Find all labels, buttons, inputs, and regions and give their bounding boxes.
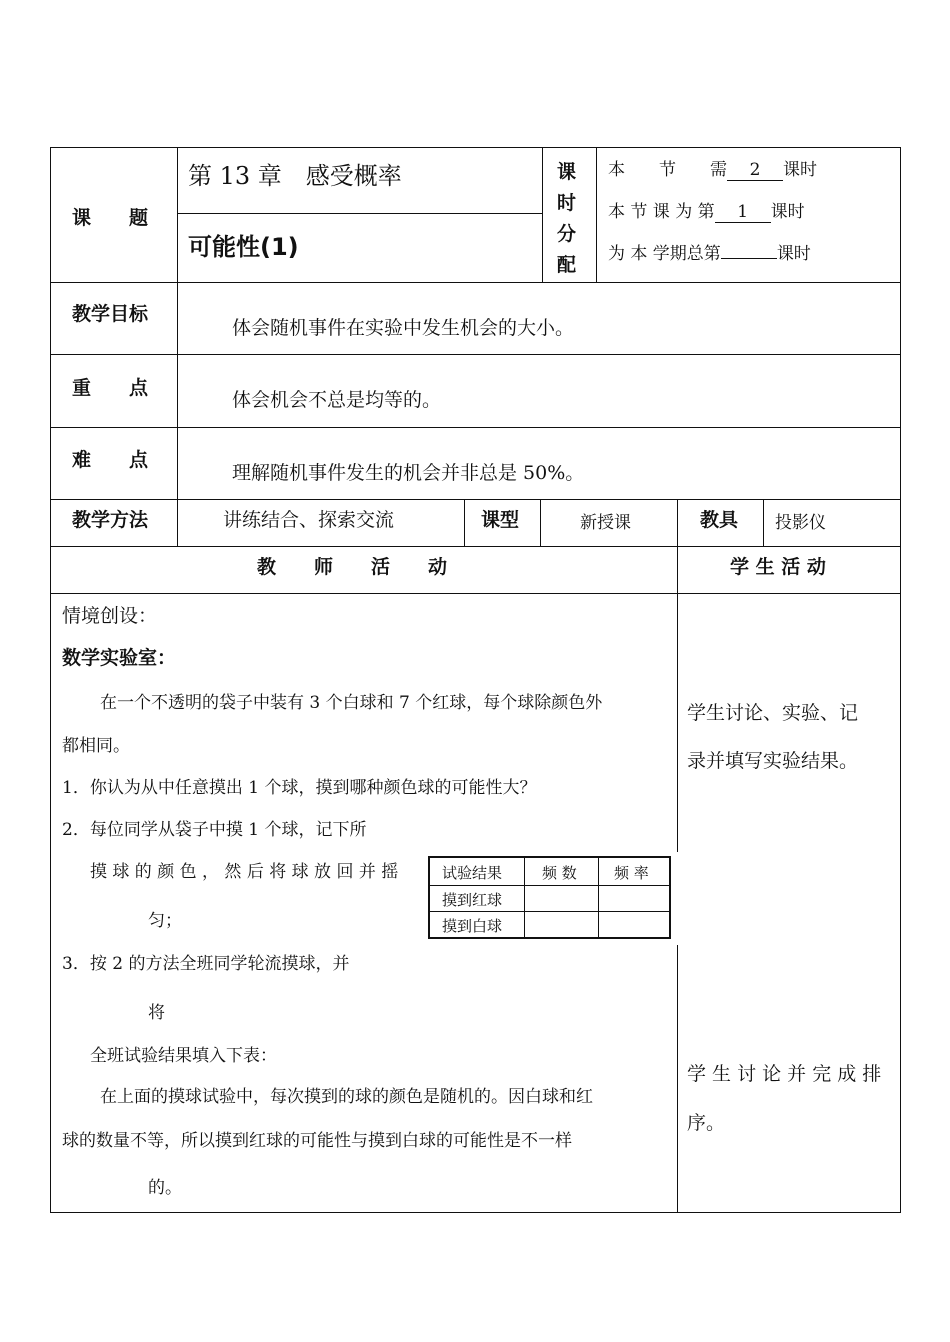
method-value: 讲练结合、探索交流 xyxy=(223,509,395,531)
difficulty-label: 难 点 xyxy=(72,449,149,471)
teaching-tool-value: 投影仪 xyxy=(775,513,826,533)
divider xyxy=(677,499,678,546)
question-2-line-1: 2．每位同学从袋子中摸 1 个球，记下所 xyxy=(62,820,367,840)
hours-line-1-prefix: 本 节 需 xyxy=(608,160,727,180)
hours-total-value: 2 xyxy=(727,160,783,181)
teacher-activity-header: 教 师 活 动 xyxy=(257,556,448,578)
divider xyxy=(540,499,541,546)
table-header-cell: 频 数 xyxy=(542,864,577,882)
teaching-tool-label: 教具 xyxy=(700,509,739,531)
lesson-title: 可能性(1) xyxy=(188,233,299,261)
divider xyxy=(50,427,901,428)
difficulty-text: 理解随机事件发生的机会并非总是 50%。 xyxy=(232,462,585,484)
question-2-line-2: 摸 球 的 颜 色 ， 然 后 将 球 放 回 并 摇 xyxy=(90,862,399,882)
hours-label-char: 配 xyxy=(557,254,577,276)
goals-label: 教学目标 xyxy=(72,303,149,325)
student-activity-header: 学 生 活 动 xyxy=(730,556,826,578)
hours-line-1 xyxy=(608,155,817,181)
key-point-text: 体会机会不总是均等的。 xyxy=(232,389,442,411)
hours-line-2-suffix: 课时 xyxy=(770,202,805,222)
hours-line-2-prefix: 本 节 课 为 第 xyxy=(608,202,715,222)
lab-paragraph-line-1: 在一个不透明的袋子中装有 3 个白球和 7 个红球，每个球除颜色外 xyxy=(100,693,603,713)
math-lab-title: 数学实验室： xyxy=(62,647,177,669)
hours-label-char: 分 xyxy=(557,223,577,245)
table-row-label: 摸到红球 xyxy=(442,891,503,909)
question-1: 1．你认为从中任意摸出 1 个球，摸到哪种颜色球的可能性大？ xyxy=(62,778,537,798)
question-3-line-2: 将 xyxy=(148,1003,165,1023)
divider xyxy=(50,546,901,547)
student-activity-1-line-2: 录并填写实验结果。 xyxy=(687,750,859,772)
hours-line-3 xyxy=(608,239,811,264)
hours-label-char: 时 xyxy=(557,192,577,214)
divider xyxy=(677,546,678,852)
lab-paragraph-line-2: 都相同。 xyxy=(62,736,130,756)
key-point-label: 重 点 xyxy=(72,377,149,399)
table-row-label: 摸到白球 xyxy=(442,917,503,935)
topic-label: 课 题 xyxy=(72,207,149,229)
conclusion-line-3: 的。 xyxy=(148,1178,182,1198)
divider xyxy=(50,593,901,594)
table-border-right xyxy=(900,147,901,1213)
divider xyxy=(542,147,543,282)
divider xyxy=(50,282,901,283)
table-header-cell: 试验结果 xyxy=(442,864,503,882)
lesson-type-label: 课型 xyxy=(481,509,520,531)
divider xyxy=(464,499,465,546)
hours-label-char: 课 xyxy=(557,161,577,183)
student-activity-1-line-1: 学生讨论、实验、记 xyxy=(687,702,859,724)
student-activity-2-line-1: 学 生 讨 论 并 完 成 排 xyxy=(687,1063,882,1085)
hours-current-value: 1 xyxy=(715,202,771,223)
question-2-line-3: 匀； xyxy=(148,911,182,931)
hours-line-3-prefix: 为 本 学期总第 xyxy=(608,244,721,264)
divider xyxy=(763,499,764,546)
table-header-cell: 频 率 xyxy=(614,864,649,882)
divider xyxy=(677,945,678,1213)
chapter-title: 第 13 章 感受概率 xyxy=(188,162,402,190)
hours-line-3-suffix: 课时 xyxy=(776,244,811,264)
divider xyxy=(596,147,597,282)
divider xyxy=(50,499,901,500)
question-3-line-3: 全班试验结果填入下表： xyxy=(90,1046,277,1066)
goals-text: 体会随机事件在实验中发生机会的大小。 xyxy=(232,317,575,339)
hours-line-2 xyxy=(608,197,805,223)
student-activity-2-line-2: 序。 xyxy=(687,1112,726,1134)
experiment-result-table xyxy=(428,856,671,939)
divider xyxy=(50,354,901,355)
question-3-line-1: 3．按 2 的方法全班同学轮流摸球，并 xyxy=(62,954,350,974)
conclusion-line-2: 球的数量不等，所以摸到红球的可能性与摸到白球的可能性是不一样 xyxy=(62,1131,572,1151)
table-border-bottom xyxy=(50,1212,901,1213)
lesson-type-value: 新授课 xyxy=(580,513,631,533)
hours-line-1-suffix: 课时 xyxy=(783,160,817,180)
hours-semester-value xyxy=(721,258,777,259)
scenario-intro: 情境创设： xyxy=(62,605,158,627)
table-border-left xyxy=(50,147,51,1213)
divider xyxy=(177,147,178,547)
conclusion-line-1: 在上面的摸球试验中，每次摸到的球的颜色是随机的。因白球和红 xyxy=(100,1087,593,1107)
method-label: 教学方法 xyxy=(72,509,149,531)
divider xyxy=(177,213,542,214)
